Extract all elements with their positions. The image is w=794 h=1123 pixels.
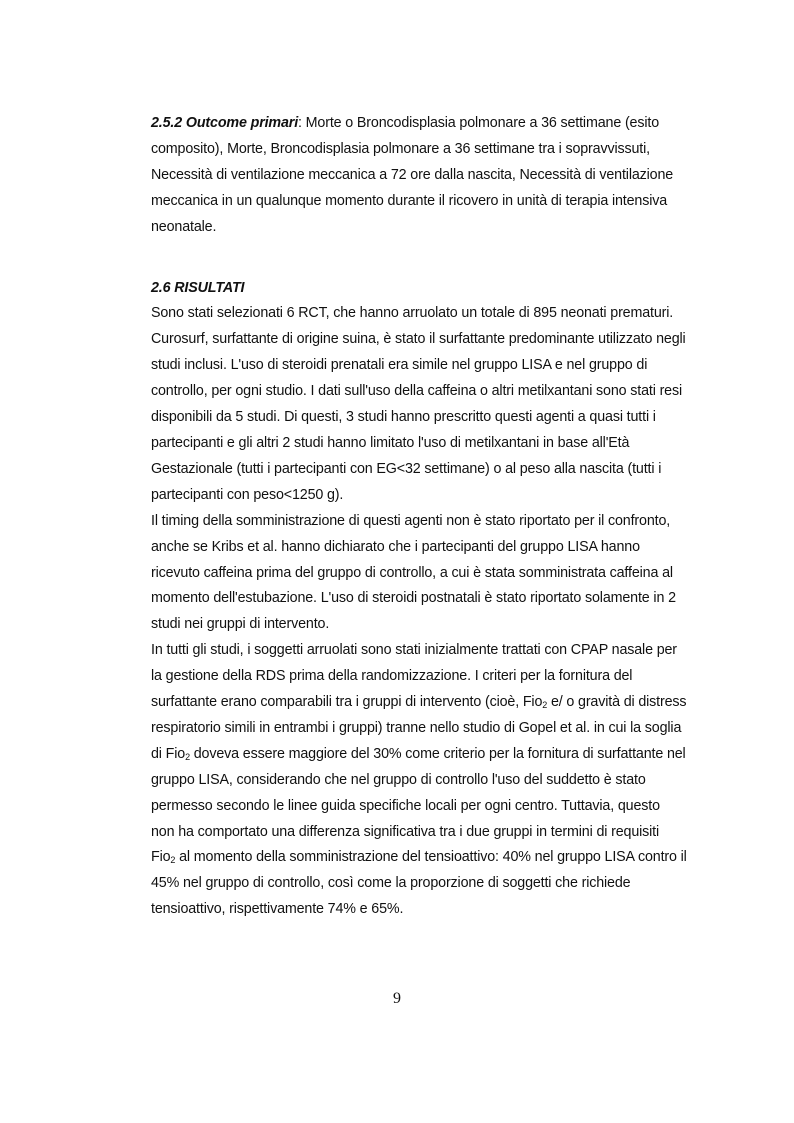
page-number: 9 bbox=[393, 990, 401, 1007]
page-body bbox=[151, 111, 687, 923]
section-26-heading: 2.6 RISULTATI bbox=[151, 279, 245, 296]
fio2-subscript: 2 bbox=[185, 751, 190, 762]
results-paragraph-2: Curosurf, surfattante di origine suina, è stato il surfattante predominante utilizzato negli studi inclusi. L'uso di steroidi prenatali era simile nel gruppo LISA e nel gruppo di controllo, per ogni studio. I dati sull'uso della caffeina o altri metilxantani sono stati resi disponibili da 5 studi. Di questi, 3 studi hanno prescritto questi agenti a quasi tutti i partecipanti e gli altri 2 studi hanno limitato l'uso di metilxantani in base all'Età Gestazionale (tutti i partecipanti con EG<32 settimane) o al peso alla nascita (tutti i partecipanti con peso<1250 g). bbox=[151, 331, 686, 503]
section-252-text: : Morte o Broncodisplasia polmonare a 36 settimane (esito composito), Morte, Broncodisplasia polmonare a 36 settimane tra i sopravvissuti, Necessità di ventilazione meccanica a 72 ore dalla nascita, Necessità di ventilazione meccanica in un qualunque momento durante il ricovero in unità di terapia intensiva neonatale. bbox=[151, 115, 674, 235]
fio2-subscript: 2 bbox=[170, 855, 176, 866]
results-paragraph-3: Il timing della somministrazione di questi agenti non è stato riportato per il confronto, anche se Kribs et al. hanno dichiarato che i partecipanti del gruppo LISA hanno ricevuto caffeina prima del gruppo di controllo, a cui è stata somministrata caffeina al momento dell'estubazione. L'uso di steroidi postnatali è stato riportato solamente in 2 studi nei gruppi di intervento. bbox=[151, 512, 676, 633]
results-paragraph-4-part-b: e/ o gravità di distress respiratorio simili in entrambi i gruppi) tranne nello studio di Gopel et al. in cui la soglia di Fio bbox=[151, 694, 687, 762]
fio2-subscript: 2 bbox=[542, 700, 548, 711]
section-252-paragraph bbox=[151, 111, 687, 241]
results-paragraph-4-part-c: doveva essere maggiore del 30% come criterio per la fornitura di surfattante nel gruppo LISA, considerando che nel gruppo di controllo l'uso del suddetto è stato permesso secondo le linee guida specifiche locali per ogni centro. Tuttavia, questo non ha comportato una differenza significativa tra i due gruppi in termini di requisiti Fio bbox=[151, 745, 686, 866]
section-252-heading: 2.5.2 Outcome primari bbox=[151, 115, 299, 131]
results-paragraph-4 bbox=[151, 638, 687, 923]
results-paragraph-4-part-a: In tutti gli studi, i soggetti arruolati sono stati inizialmente trattati con CPAP nasale per la gestione della RDS prima della randomizzazione. I criteri per la fornitura del surfattante erano comparabili tra i gruppi di intervento (cioè, Fio bbox=[151, 642, 677, 711]
results-paragraph-1: Sono stati selezionati 6 RCT, che hanno arruolato un totale di 895 neonati prematuri. bbox=[151, 305, 674, 322]
results-paragraph-4-part-d: al momento della somministrazione del tensioattivo: 40% nel gruppo LISA contro il 45% nel gruppo di controllo, così come la proporzione di soggetti che richiede tensioattivo, rispettivamente 74% e 65%. bbox=[151, 849, 687, 918]
